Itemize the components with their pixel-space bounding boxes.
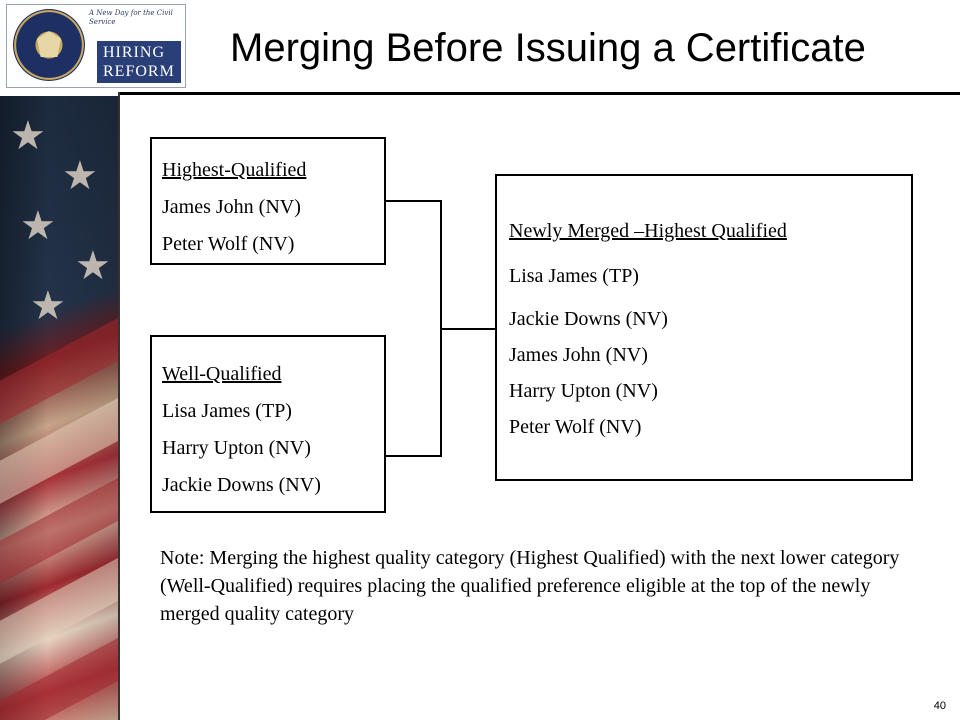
page-number: 40 [933,700,946,712]
highest-qualified-box [150,137,386,265]
connector-line [386,455,441,457]
star-icon: ★ [62,153,98,198]
well-qualified-box [150,335,386,513]
flag-image [0,96,120,720]
hiring-reform-logo [6,4,186,88]
logo-brand [97,41,181,83]
newly-merged-heading: Newly Merged –Highest Qualified [509,220,787,242]
list-item: Lisa James (TP) [509,265,639,287]
list-item: Harry Upton (NV) [509,380,658,402]
list-item: Harry Upton (NV) [162,437,311,459]
list-item: Peter Wolf (NV) [509,416,642,438]
list-item: Jackie Downs (NV) [509,308,668,330]
list-item: James John (NV) [509,344,648,366]
newly-merged-box [495,174,913,481]
title-divider [120,92,960,95]
opm-seal-icon [13,9,85,81]
logo-brand-line2: REFORM [103,63,175,80]
highest-qualified-heading: Highest-Qualified [162,159,307,181]
well-qualified-heading: Well-Qualified [162,363,282,385]
logo-tagline: A New Day for the Civil Service [89,9,173,26]
star-icon: ★ [10,113,46,158]
list-item: James John (NV) [162,196,301,218]
star-icon: ★ [20,203,56,248]
list-item: Jackie Downs (NV) [162,474,321,496]
logo-brand-line1: HIRING [103,44,165,61]
page-title: Merging Before Issuing a Certificate [230,26,866,70]
connector-line [386,200,441,202]
side-divider [118,92,120,720]
connector-line [440,328,496,330]
star-icon: ★ [30,283,66,328]
note-text: Note: Merging the highest quality category (Highest Qualified) with the next lower category (Well-Qualified) requires placing the qualified preference eligible at the top of the newly merged quality category [160,547,900,625]
star-icon: ★ [75,243,111,288]
list-item: Peter Wolf (NV) [162,233,295,255]
list-item: Lisa James (TP) [162,400,292,422]
